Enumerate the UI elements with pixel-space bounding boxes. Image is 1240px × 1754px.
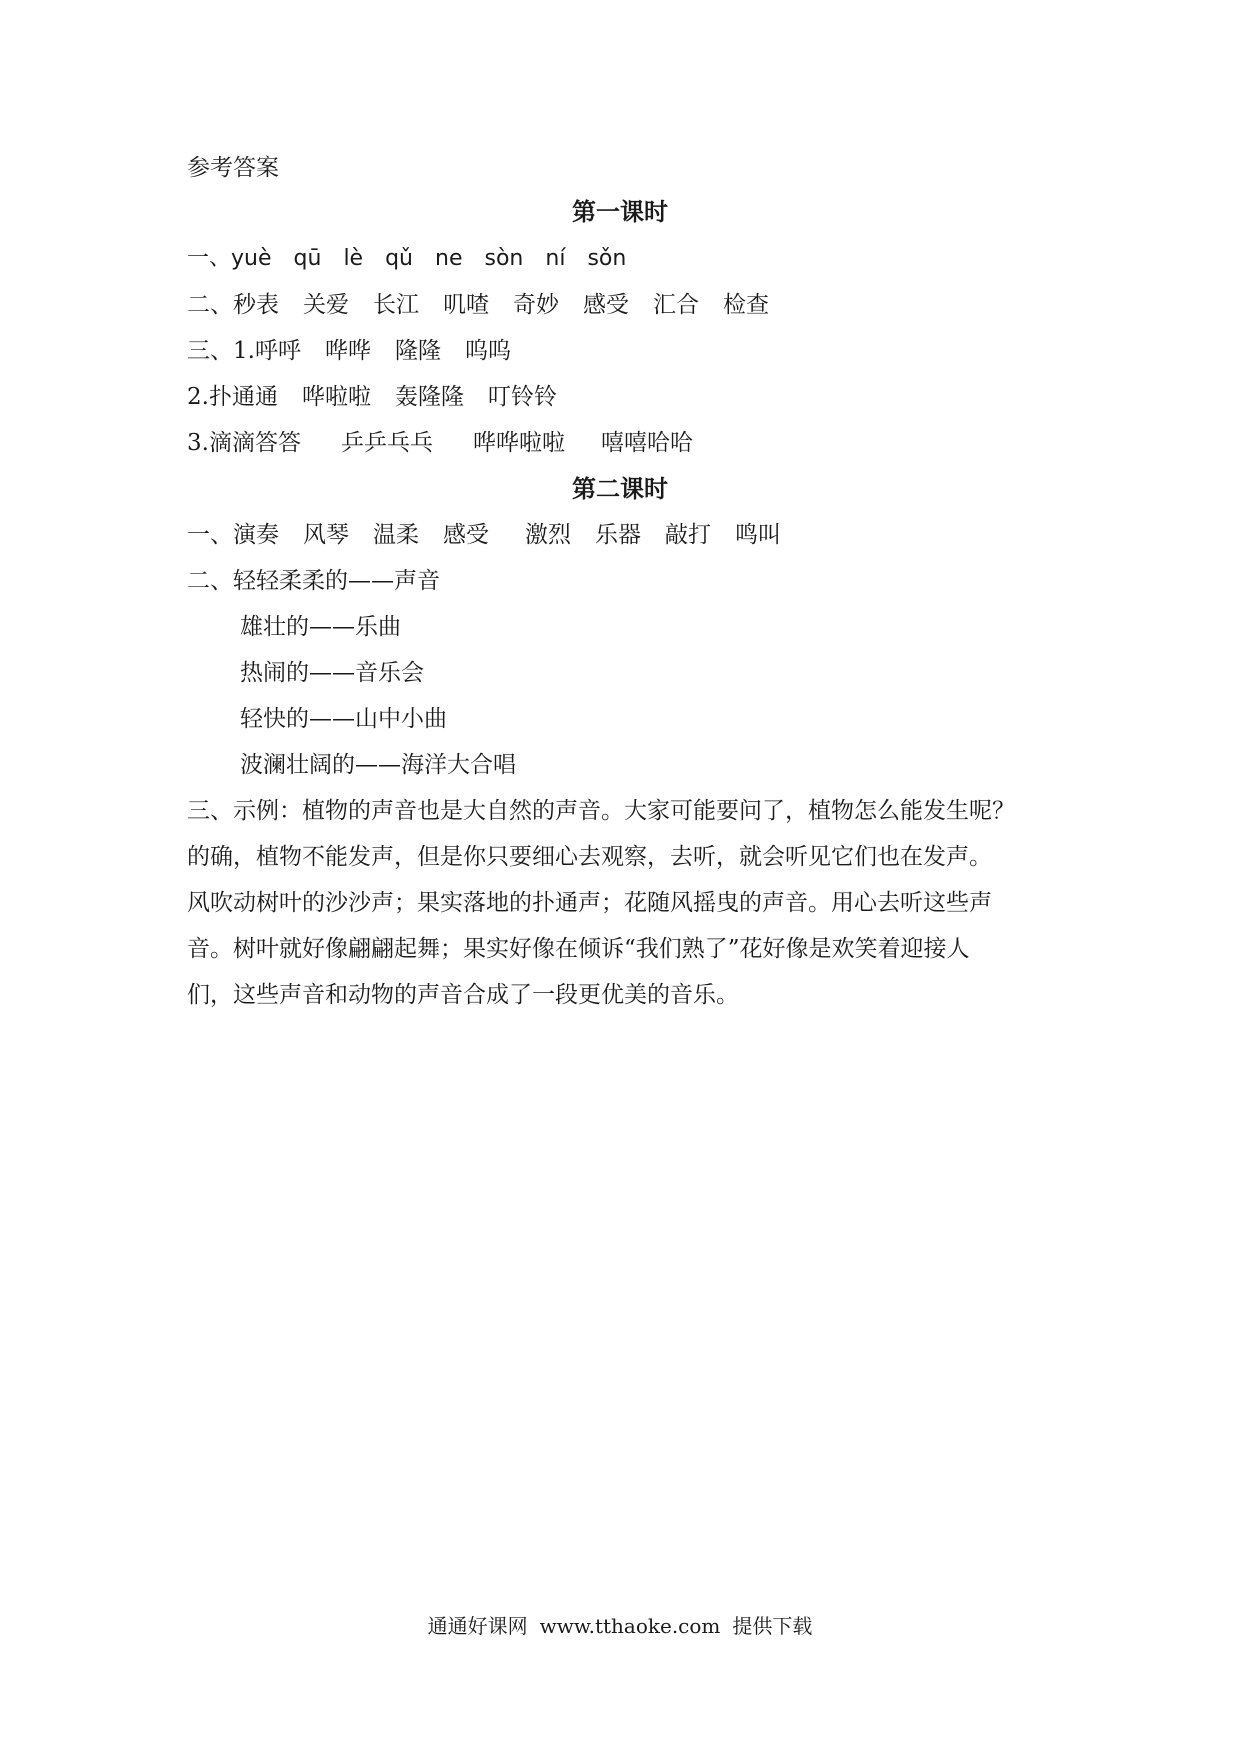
word: 长江 [373, 292, 419, 318]
lesson2-q2-line4: 轻快的——山中小曲 [240, 706, 447, 732]
lesson2-q2-line1 [187, 566, 440, 596]
lesson2-title: 第二课时 [572, 474, 668, 503]
word: 1.呼呼 [233, 338, 301, 364]
lesson1-q3-line2 [187, 382, 557, 412]
lesson2-q3-line4: 音。树叶就好像翩翩起舞；果实好像在倾诉“我们熟了”花好像是欢笑着迎接人 [187, 936, 970, 962]
word: 3.滴滴答答 [187, 430, 301, 456]
lesson1-title: 第一课时 [572, 197, 668, 226]
word: 乐器 [595, 522, 641, 548]
word: 感受 [443, 522, 489, 548]
footer-url[interactable]: www.tthaoke.com [539, 1614, 721, 1638]
word: 激烈 [525, 522, 571, 548]
lesson2-q2-line3: 热闹的——音乐会 [240, 660, 424, 686]
word: 隆隆 [394, 338, 441, 364]
word: 汇合 [653, 292, 699, 318]
header-label: 参考答案 [187, 155, 279, 181]
lesson1-q3-line1 [187, 336, 511, 366]
footer-site: 通通好课网 [427, 1614, 528, 1638]
pinyin: qū [293, 246, 322, 271]
word: 温柔 [373, 522, 419, 548]
word: 敲打 [665, 522, 711, 548]
lesson1-q3-line3 [187, 428, 693, 458]
page-footer [0, 1612, 1240, 1640]
word: 感受 [583, 292, 629, 318]
word: 叽喳 [443, 292, 489, 318]
match-item: 轻轻柔柔的——声音 [233, 568, 440, 594]
lesson2-q3-line3: 风吹动树叶的沙沙声；果实落地的扑通声；花随风摇曳的声音。用心去听这些声 [187, 890, 992, 916]
word: 嘻嘻哈哈 [600, 430, 693, 456]
pinyin: ne [435, 246, 463, 271]
lesson1-q1 [187, 244, 648, 274]
word: 演奏 [233, 522, 279, 548]
word: 风琴 [303, 522, 349, 548]
pinyin: yuè [231, 246, 272, 271]
lesson2-q2-line5: 波澜壮阔的——海洋大合唱 [240, 752, 516, 778]
lesson2-q3-line5: 们，这些声音和动物的声音合成了一段更优美的音乐。 [187, 982, 739, 1008]
pinyin: qǔ [385, 246, 414, 271]
q2-prefix: 二、 [187, 292, 233, 318]
pinyin: sǒn [587, 246, 627, 271]
word: 哗哗啦啦 [472, 430, 565, 456]
word: 关爱 [303, 292, 349, 318]
footer-note: 提供下载 [732, 1614, 813, 1638]
lesson2-q3-line2: 的确，植物不能发声，但是你只要细心去观察，去听，就会听见它们也在发声。 [187, 844, 992, 870]
word: 秒表 [233, 292, 279, 318]
word: 哗哗 [324, 338, 371, 364]
paragraph-line: 示例：植物的声音也是大自然的声音。大家可能要问了，植物怎么能发生呢？ [233, 798, 1015, 824]
pinyin: sòn [484, 246, 524, 271]
lesson2-q1 [187, 520, 781, 550]
word: 鸣叫 [735, 522, 781, 548]
q3-prefix: 三、 [187, 338, 233, 364]
word: 轰隆隆 [394, 384, 464, 410]
q1-prefix: 一、 [187, 522, 233, 548]
q3-prefix: 三、 [187, 798, 233, 824]
pinyin: ní [545, 246, 566, 271]
q2-prefix: 二、 [187, 568, 233, 594]
word: 检查 [723, 292, 769, 318]
lesson1-q2 [187, 290, 769, 320]
word: 2.扑通通 [187, 384, 278, 410]
word: 叮铃铃 [487, 384, 557, 410]
word: 奇妙 [513, 292, 559, 318]
word: 哗啦啦 [301, 384, 371, 410]
word: 呜呜 [464, 338, 511, 364]
word: 乒乒乓乓 [340, 430, 433, 456]
lesson2-q2-line2: 雄壮的——乐曲 [240, 614, 401, 640]
pinyin: lè [343, 246, 364, 271]
lesson2-q3-line1 [187, 796, 1015, 826]
q1-prefix: 一、 [187, 246, 232, 271]
